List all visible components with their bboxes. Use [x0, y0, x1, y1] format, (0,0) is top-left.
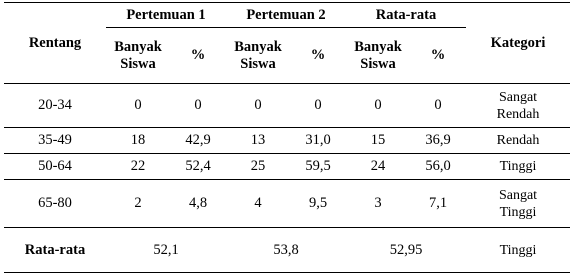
cell-value: 25: [226, 154, 290, 180]
cell-value: 0: [290, 84, 346, 128]
header-rentang: Rentang: [4, 3, 106, 84]
subheader-banyak-siswa: Banyak Siswa: [226, 28, 290, 84]
cell-value: 2: [106, 180, 170, 228]
subheader-percent: %: [290, 28, 346, 84]
cell-value: 18: [106, 128, 170, 154]
cell-value: 0: [410, 84, 466, 128]
cell-value: 4: [226, 180, 290, 228]
cell-kategori: Tinggi: [466, 154, 570, 180]
footer-value-pertemuan-1: 52,1: [106, 228, 226, 273]
cell-value: 13: [226, 128, 290, 154]
footer-label: Rata-rata: [4, 228, 106, 273]
cell-value: 15: [346, 128, 410, 154]
cell-value: 4,8: [170, 180, 226, 228]
table-row: [4, 180, 570, 228]
cell-value: 42,9: [170, 128, 226, 154]
cell-value: 22: [106, 154, 170, 180]
cell-value: 31,0: [290, 128, 346, 154]
cell-rentang: 35-49: [4, 128, 106, 154]
cell-value: 7,1: [410, 180, 466, 228]
footer-kategori: Tinggi: [466, 228, 570, 273]
footer-value-pertemuan-2: 53,8: [226, 228, 346, 273]
data-table-container: [4, 2, 570, 273]
results-table: [4, 2, 570, 273]
cell-kategori: Rendah: [466, 128, 570, 154]
cell-value: 59,5: [290, 154, 346, 180]
table-row: [4, 84, 570, 128]
footer-row: [4, 228, 570, 273]
header-rata-rata: Rata-rata: [346, 3, 466, 28]
cell-value: 52,4: [170, 154, 226, 180]
subheader-percent: %: [410, 28, 466, 84]
cell-value: 36,9: [410, 128, 466, 154]
table-row: [4, 128, 570, 154]
cell-value: 56,0: [410, 154, 466, 180]
table-row: [4, 154, 570, 180]
header-pertemuan-2: Pertemuan 2: [226, 3, 346, 28]
cell-rentang: 50-64: [4, 154, 106, 180]
cell-value: 0: [106, 84, 170, 128]
cell-rentang: 65-80: [4, 180, 106, 228]
subheader-banyak-siswa: Banyak Siswa: [106, 28, 170, 84]
subheader-banyak-siswa: Banyak Siswa: [346, 28, 410, 84]
cell-rentang: 20-34: [4, 84, 106, 128]
footer-value-rata-rata: 52,95: [346, 228, 466, 273]
cell-value: 0: [170, 84, 226, 128]
cell-value: 24: [346, 154, 410, 180]
header-pertemuan-1: Pertemuan 1: [106, 3, 226, 28]
cell-value: 9,5: [290, 180, 346, 228]
cell-value: 0: [346, 84, 410, 128]
cell-kategori: Sangat Rendah: [466, 84, 570, 128]
cell-kategori: Sangat Tinggi: [466, 180, 570, 228]
subheader-percent: %: [170, 28, 226, 84]
cell-value: 3: [346, 180, 410, 228]
header-kategori: Kategori: [466, 3, 570, 84]
cell-value: 0: [226, 84, 290, 128]
header-row-groups: [4, 3, 570, 28]
